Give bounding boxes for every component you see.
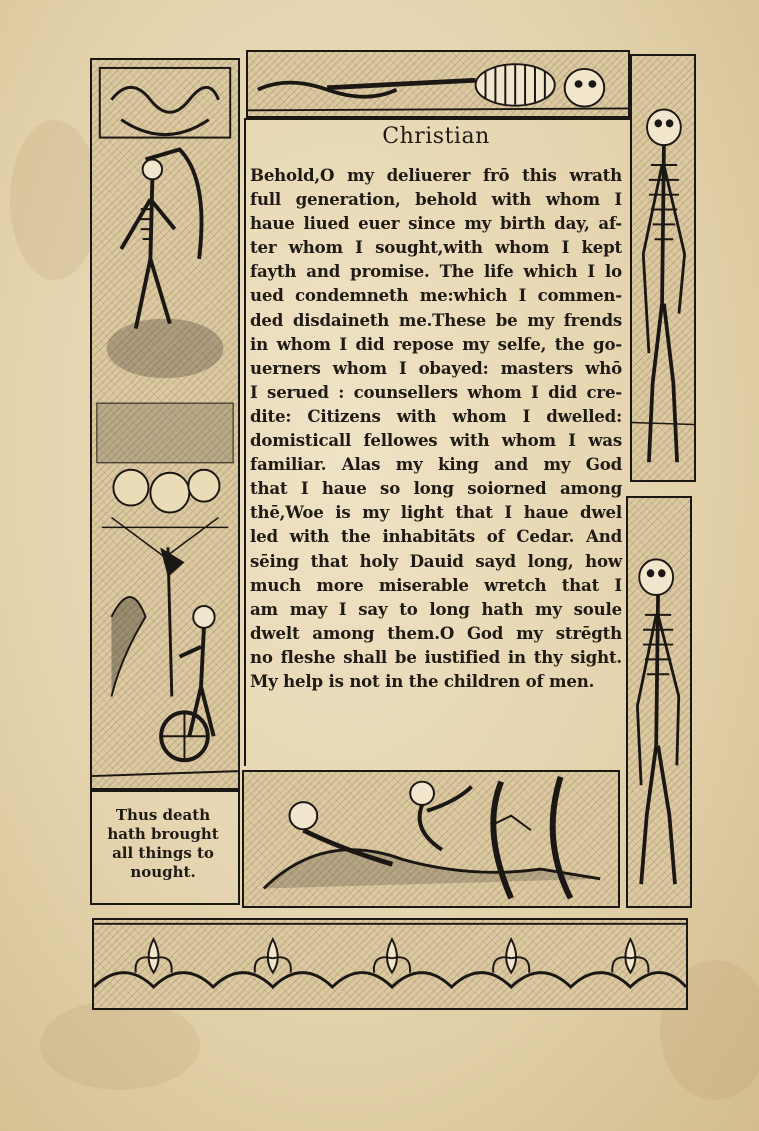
text-line: in whom I did repose my selfe, the go- [250, 333, 622, 354]
caption-line: nought. [130, 863, 196, 881]
text-line: much more miserable wretch that I [250, 574, 622, 595]
caption-line: Thus death [115, 806, 211, 824]
fleur-de-lis-border [92, 918, 688, 1010]
text-line: full generation, behold with whom I [250, 189, 622, 210]
caption-line: hath brought [107, 825, 219, 843]
text-line: fayth and promise. The life which I lo [250, 261, 622, 282]
top-border-woodcut [246, 50, 630, 118]
body-text [250, 163, 622, 693]
text-line: I serued : counsellers whom I did cre- [250, 381, 622, 402]
text-line: sēing that holy Dauid sayd long, how [250, 550, 622, 571]
page-heading: Christian [382, 124, 490, 149]
text-line: uerners whom I obayed: masters whō [250, 357, 622, 378]
text-line: ter whom I sought,with whom I kept [250, 237, 622, 258]
text-line: led with the inhabitāts of Cedar. And [250, 526, 622, 547]
right-upper-woodcut [630, 54, 696, 482]
text-line: ded disdaineth me.These be my frends [250, 309, 622, 330]
text-line: My help is not in the children of men. [250, 670, 595, 691]
caption [100, 806, 226, 882]
text-line: familiar. Alas my king and my God [250, 454, 622, 475]
text-line: dite: Citizens with whom I dwelled: [250, 405, 622, 426]
text-line: haue liued euer since my birth day, af- [250, 213, 622, 234]
text-line: am may I say to long hath my soule [250, 598, 622, 619]
text-line: no fleshe shall be iustified in thy sight. [250, 646, 622, 667]
text-line: domisticall fellowes with whom I was [250, 430, 622, 451]
text-line: Behold,O my deliuerer frō this wrath [250, 165, 622, 185]
caption-line: all things to [112, 844, 214, 862]
text-line: dwelt among them.O God my strēgth [250, 622, 622, 643]
bottom-panel-woodcut [242, 770, 620, 908]
right-lower-woodcut [626, 496, 692, 908]
text-line: ued condemneth me:which I commen- [250, 285, 622, 306]
text-line: thē,Woe is my light that I haue dwel [250, 502, 622, 523]
left-border-woodcut [90, 58, 240, 790]
text-line: that I haue so long soiorned among [250, 478, 622, 499]
